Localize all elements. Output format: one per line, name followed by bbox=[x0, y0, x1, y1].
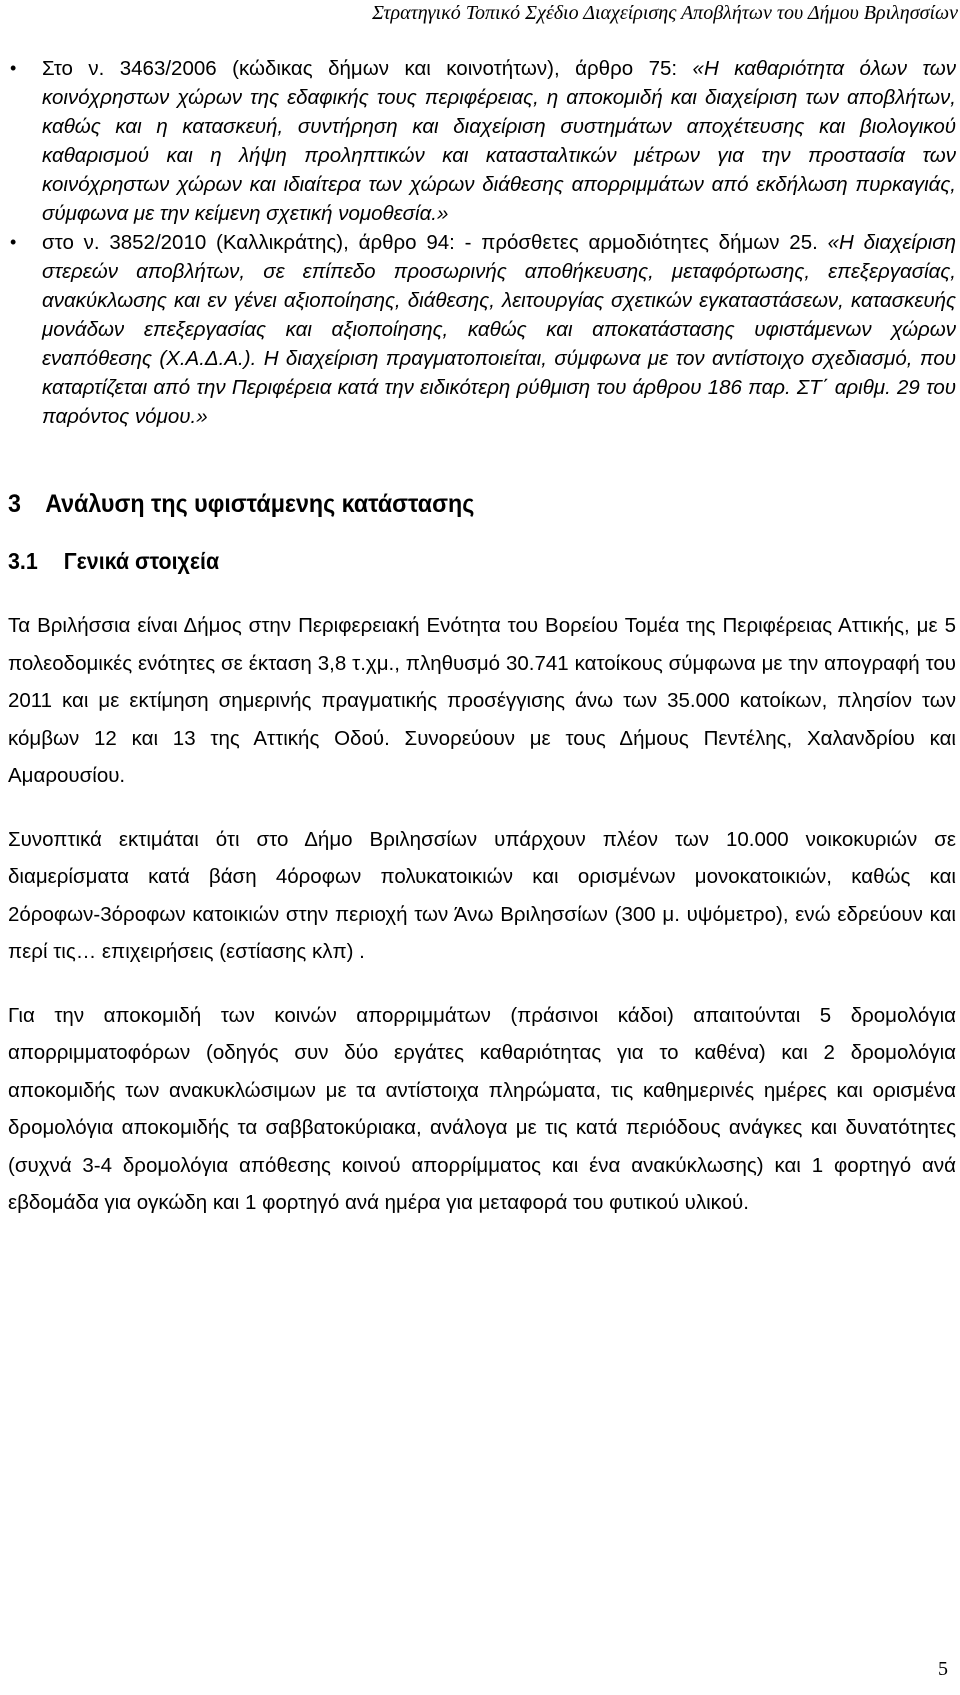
section-title: Ανάλυση της υφιστάμενης κατάστασης bbox=[45, 490, 475, 518]
document-body bbox=[8, 54, 956, 1222]
subsection-title: Γενικά στοιχεία bbox=[63, 548, 220, 574]
section-heading bbox=[8, 487, 890, 521]
law-reference: στο ν. 3852/2010 (Καλλικράτης), άρθρο 94: - πρόσθετες αρμοδιότητες δήμων 25. bbox=[42, 231, 818, 254]
bullet-icon: • bbox=[10, 232, 17, 252]
list-item-law-3852 bbox=[8, 228, 956, 431]
law-references-list bbox=[8, 54, 956, 431]
list-item-law-3463 bbox=[8, 54, 956, 228]
page-number: 5 bbox=[938, 1658, 948, 1680]
law-reference: Στο ν. 3463/2006 (κώδικας δήμων και κοινοτήτων), άρθρο 75: bbox=[42, 57, 693, 80]
law-quote: «Η διαχείριση στερεών αποβλήτων, σε επίπεδο προσωρινής αποθήκευσης, μεταφόρτωσης, επεξεργασίας, ανακύκλωσης και εν γένει αξιοποίησης, διάθεσης, λειτουργίας σχετικών εγκαταστάσεων, κατασκευής μονάδων επεξεργασίας και αξιοποίησης, καθώς και αποκατάστασης υφιστάμενων χώρων εναπόθεσης (Χ.Α.Δ.Α.). Η διαχείριση πραγματοποιείται, σύμφωνα με τον αντίστοιχο σχεδιασμό, που καταρτίζεται από την Περιφέρεια κατά την ειδικότερη ρύθμιση του άρθρου 186 παρ. ΣΤ΄ αριθμ. 29 του παρόντος νόμου.» bbox=[42, 231, 956, 428]
paragraph-general-info: Τα Βριλήσσια είναι Δήμος στην Περιφερειακή Ενότητα του Βορείου Τομέα της Περιφέρειας Αττικής, με 5 πολεοδομικές ενότητες σε έκταση 3,8 τ.χμ., πληθυσμό 30.741 κατοίκους σύμφωνα με την απογραφή του 2011 και με εκτίμηση σημερινής πραγματικής προσέγγισης άνω των 35.000 κατοίκων, πλησίον των κόμβων 12 και 13 της Αττικής Οδού. Συνορεύουν με τους Δήμους Πεντέλης, Χαλανδρίου και Αμαρουσίου. bbox=[8, 614, 956, 787]
bullet-icon: • bbox=[10, 58, 17, 78]
section-number: 3 bbox=[8, 490, 21, 518]
paragraph-households: Συνοπτικά εκτιμάται ότι στο Δήμο Βριλησσίων υπάρχουν πλέον των 10.000 νοικοκυριών σε διαμερίσματα κατά βάση 4όροφων πολυκατοικιών και ορισμένων μονοκατοικιών, καθώς και 2όροφων-3όροφων κατοικιών στην περιοχή των Άνω Βριλησσίων (300 μ. υψόμετρο), ενώ εδρεύουν και περί τις… επιχειρήσεις (εστίασης κλπ) . bbox=[8, 827, 956, 963]
subsection-heading bbox=[8, 545, 890, 577]
paragraph-collection-routes: Για την αποκομιδή των κοινών απορριμμάτων (πράσινοι κάδοι) απαιτούνται 5 δρομολόγια απορριμματοφόρων (οδηγός συν δύο εργάτες καθαριότητας για το καθένα) και 2 δρομολόγια αποκομιδής των ανακυκλώσιμων με τα αντίστοιχα πληρώματα, τις καθημερινές ημέρες και ορισμένα δρομολόγια αποκομιδής τα σαββατοκύριακα, ανάλογα με τις κατά περιόδους ανάγκες και δυνατότητες (συχνά 3-4 δρομολόγια απόθεσης κοινού απορρίμματος και ένα ανακύκλωσης) και 1 φορτηγό ανά εβδομάδα για ογκώδη και 1 φορτηγό ανά ημέρα για μεταφορά του φυτικού υλικού. bbox=[8, 1003, 956, 1214]
running-header: Στρατηγικό Τοπικό Σχέδιο Διαχείρισης Αποβλήτων του Δήμου Βριλησσίων bbox=[372, 2, 958, 24]
subsection-number: 3.1 bbox=[8, 548, 38, 574]
law-quote: «Η καθαριότητα όλων των κοινόχρηστων χώρων της εδαφικής τους περιφέρειας, η αποκομιδή και διαχείριση των αποβλήτων, καθώς και η κατασκευή, συντήρηση και διαχείριση συστημάτων αποχέτευσης και βιολογικού καθαρισμού και η λήψη προληπτικών και κατασταλτικών μέτρων για την προστασία των κοινόχρηστων χώρων και ιδιαίτερα των χώρων διάθεσης απορριμμάτων από εκδήλωση πυρκαγιάς, σύμφωνα με την κείμενη σχετική νομοθεσία.» bbox=[42, 57, 956, 225]
